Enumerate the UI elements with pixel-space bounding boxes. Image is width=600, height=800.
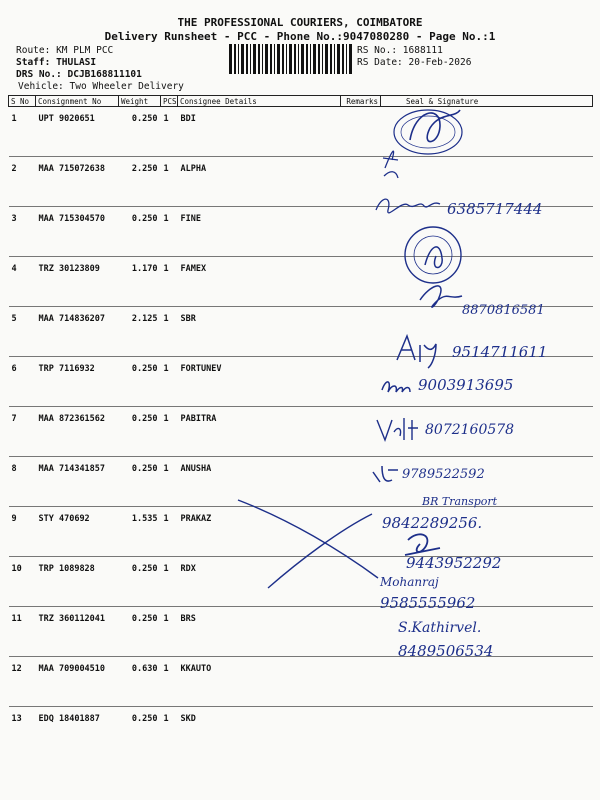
cell-remarks — [341, 407, 381, 457]
cell-consignee: FINE — [178, 207, 341, 257]
cell-sno: 4 — [9, 257, 36, 307]
phone-row6: 9514711611 — [452, 343, 548, 361]
vehicle-value: Two Wheeler Delivery — [69, 81, 184, 92]
cell-signature — [381, 657, 593, 707]
cell-consignment: TRZ 30123809 — [36, 257, 119, 307]
drs-line — [16, 69, 142, 80]
cell-consignee: RDX — [178, 557, 341, 607]
cell-remarks — [341, 607, 381, 657]
route-line — [16, 45, 113, 56]
barcode-bar — [282, 44, 284, 74]
barcode-bar — [310, 44, 311, 74]
barcode-bar — [241, 44, 244, 74]
barcode-bar — [234, 44, 236, 74]
col-remarks: Remarks — [341, 96, 381, 107]
cell-consignee: BDI — [178, 107, 341, 157]
cell-remarks — [341, 107, 381, 157]
cell-remarks — [341, 207, 381, 257]
cell-consignment: EDQ 18401887 — [38, 714, 100, 724]
barcode-bar — [286, 44, 287, 74]
barcode-bar — [342, 44, 344, 74]
cell-consignment: TRZ 360112041 — [36, 607, 119, 657]
table-row — [9, 507, 593, 557]
cell-remarks — [341, 707, 381, 757]
cell-consignment: TRP 7116932 — [36, 357, 119, 407]
drs-label: DRS No.: — [16, 69, 62, 80]
table-row — [9, 657, 593, 707]
name-row13: S.Kathirvel. — [398, 620, 482, 636]
table-body — [9, 107, 593, 757]
barcode-bar — [289, 44, 292, 74]
rs-no-value: 1688111 — [402, 45, 443, 56]
cell-sno: 10 — [9, 557, 36, 607]
barcode-image — [229, 44, 353, 74]
cell-consignee: ANUSHA — [178, 457, 341, 507]
table-row — [9, 557, 593, 607]
rs-date-label: RS Date: — [357, 57, 403, 68]
cell-consignee: KKAUTO — [178, 657, 341, 707]
cell-consignment: STY 470692 — [36, 507, 119, 557]
table-row — [9, 457, 593, 507]
table-row — [9, 707, 593, 757]
cell-sno: 11 — [9, 607, 36, 657]
cell-weight: 2.250 — [119, 157, 161, 207]
cell-remarks — [341, 257, 381, 307]
phone-row3: 6385717444 — [447, 200, 543, 218]
table-row — [9, 257, 593, 307]
cell-sno: 6 — [9, 357, 36, 407]
cell-pcs: 1 — [161, 107, 178, 157]
cell-consignee: BRS — [178, 607, 341, 657]
cell-weight: 0.250 — [119, 557, 161, 607]
cell-sno: 5 — [9, 307, 36, 357]
cell-remarks — [341, 557, 381, 607]
cell-pcs: 1 — [161, 607, 178, 657]
cell-signature — [381, 507, 593, 557]
cell-remarks — [341, 357, 381, 407]
table-row — [9, 307, 593, 357]
cell-consignment: MAA 715304570 — [36, 207, 119, 257]
cell-pcs: 1 — [161, 657, 178, 707]
cell-pcs: 1 — [161, 207, 178, 257]
phone-row13: 8489506534 — [398, 642, 494, 660]
staff-label: Staff: — [16, 57, 51, 68]
barcode-bar — [274, 44, 275, 74]
phone-row7: 9003913695 — [418, 376, 514, 394]
cell-signature — [381, 557, 593, 607]
cell-weight: 2.125 — [119, 307, 161, 357]
barcode-bar — [337, 44, 340, 74]
cell-weight: 0.250 — [131, 714, 158, 724]
cell-weight: 0.250 — [119, 357, 161, 407]
barcode-bar — [313, 44, 316, 74]
cell-signature — [381, 407, 593, 457]
table-row — [9, 207, 593, 257]
barcode-bar — [250, 44, 251, 74]
phone-row12: 9585555962 — [380, 594, 476, 612]
cell-consignment: MAA 714341857 — [36, 457, 119, 507]
cell-sno: 13 — [11, 714, 22, 724]
col-weight: Weight — [119, 96, 161, 107]
cell-weight: 0.250 — [119, 407, 161, 457]
cell-weight: 0.250 — [119, 107, 161, 157]
cell-signature — [381, 307, 593, 357]
drs-value: DCJB168811101 — [67, 69, 142, 80]
cell-sno: 7 — [9, 407, 36, 457]
table-header-row — [9, 96, 593, 107]
cell-consignment: MAA 714836207 — [36, 307, 119, 357]
staff-line — [16, 57, 96, 68]
barcode-bar — [246, 44, 248, 74]
cell-consignment: MAA 709004510 — [36, 657, 119, 707]
barcode-bar — [346, 44, 347, 74]
cell-weight: 0.250 — [119, 607, 161, 657]
barcode-bar — [301, 44, 304, 74]
barcode-bar — [325, 44, 328, 74]
cell-sno: 12 — [9, 657, 36, 707]
phone-row9: 9789522592 — [402, 467, 485, 482]
barcode-bar — [334, 44, 335, 74]
cell-pcs: 1 — [161, 157, 178, 207]
cell-consignee: SKD — [180, 714, 196, 724]
cell-remarks — [341, 507, 381, 557]
table-row — [9, 357, 593, 407]
cell-remarks — [341, 157, 381, 207]
barcode-bar — [306, 44, 308, 74]
cell-consignment: MAA 715072638 — [36, 157, 119, 207]
vehicle-line — [18, 81, 184, 92]
table-row — [9, 157, 593, 207]
cell-signature — [381, 357, 593, 407]
cell-consignee: PABITRA — [178, 407, 341, 457]
cell-pcs: 1 — [161, 407, 178, 457]
cell-signature — [381, 257, 593, 307]
barcode-bar — [349, 44, 352, 74]
cell-consignment: TRP 1089828 — [36, 557, 119, 607]
col-consignee: Consignee Details — [178, 96, 341, 107]
col-signature: Seal & Signature — [381, 96, 593, 107]
rs-no-line — [357, 45, 443, 56]
cell-consignee: FAMEX — [178, 257, 341, 307]
barcode-bar — [330, 44, 332, 74]
cell-weight: 0.250 — [119, 457, 161, 507]
rs-date-line — [357, 57, 471, 68]
cell-signature — [381, 707, 593, 757]
cell-pcs: 1 — [161, 457, 178, 507]
company-title: THE PROFESSIONAL COURIERS, COIMBATORE — [177, 16, 423, 29]
cell-pcs: 1 — [161, 557, 178, 607]
barcode-bar — [270, 44, 272, 74]
col-consignment: Consignment No — [36, 96, 119, 107]
cell-pcs: 1 — [161, 507, 178, 557]
barcode-bar — [262, 44, 263, 74]
cell-pcs: 1 — [163, 714, 169, 724]
cell-consignment: UPT 9020651 — [36, 107, 119, 157]
cell-consignee: SBR — [178, 307, 341, 357]
barcode-bar — [253, 44, 256, 74]
note-row10: BR Transport — [422, 495, 498, 508]
cell-remarks — [341, 307, 381, 357]
route-value: KM PLM PCC — [56, 45, 114, 56]
barcode-bar — [238, 44, 239, 74]
cell-weight: 1.535 — [119, 507, 161, 557]
runsheet-subtitle: Delivery Runsheet - PCC - Phone No.:9047080280 - Page No.:1 — [104, 30, 496, 43]
barcode-bar — [318, 44, 320, 74]
rs-date-value: 20-Feb-2026 — [408, 57, 472, 68]
phone-row10: 9842289256. — [382, 514, 483, 532]
cell-weight: 0.630 — [119, 657, 161, 707]
cell-weight: 1.170 — [119, 257, 161, 307]
barcode-bar — [294, 44, 296, 74]
phone-row8: 8072160578 — [425, 422, 515, 438]
cell-sno: 9 — [9, 507, 36, 557]
cell-pcs: 1 — [161, 357, 178, 407]
rs-no-label: RS No.: — [357, 45, 398, 56]
table-row — [9, 107, 593, 157]
cell-signature — [381, 607, 593, 657]
phone-row5: 8870816581 — [462, 303, 545, 318]
cell-consignee: PRAKAZ — [178, 507, 341, 557]
route-label: Route: — [16, 45, 51, 56]
barcode-bar — [322, 44, 323, 74]
barcode-bar — [265, 44, 268, 74]
cell-weight: 0.250 — [119, 207, 161, 257]
phone-row11: 9443952292 — [406, 554, 502, 572]
barcode-bar — [277, 44, 280, 74]
table-row — [9, 407, 593, 457]
col-pcs: PCS — [161, 96, 178, 107]
cell-consignment: MAA 872361562 — [36, 407, 119, 457]
runsheet-table — [8, 95, 593, 756]
cell-sno: 2 — [9, 157, 36, 207]
table-row — [9, 607, 593, 657]
cell-pcs: 1 — [161, 257, 178, 307]
cell-remarks — [341, 657, 381, 707]
barcode-bar — [298, 44, 299, 74]
cell-sno: 8 — [9, 457, 36, 507]
barcode-bars — [229, 44, 353, 74]
cell-pcs: 1 — [161, 307, 178, 357]
barcode-bar — [258, 44, 260, 74]
cell-signature — [381, 157, 593, 207]
barcode-bar — [229, 44, 232, 74]
cell-signature — [381, 207, 593, 257]
cell-signature — [381, 107, 593, 157]
cell-consignee: ALPHA — [178, 157, 341, 207]
cell-sno: 3 — [9, 207, 36, 257]
cell-consignee: FORTUNEV — [178, 357, 341, 407]
cell-sno: 1 — [9, 107, 36, 157]
col-sno: S No — [9, 96, 36, 107]
staff-value: THULASI — [56, 57, 97, 68]
vehicle-label: Vehicle: — [18, 81, 64, 92]
cell-signature — [381, 457, 593, 507]
cell-remarks — [341, 457, 381, 507]
name-row12: Mohanraj — [380, 575, 439, 589]
